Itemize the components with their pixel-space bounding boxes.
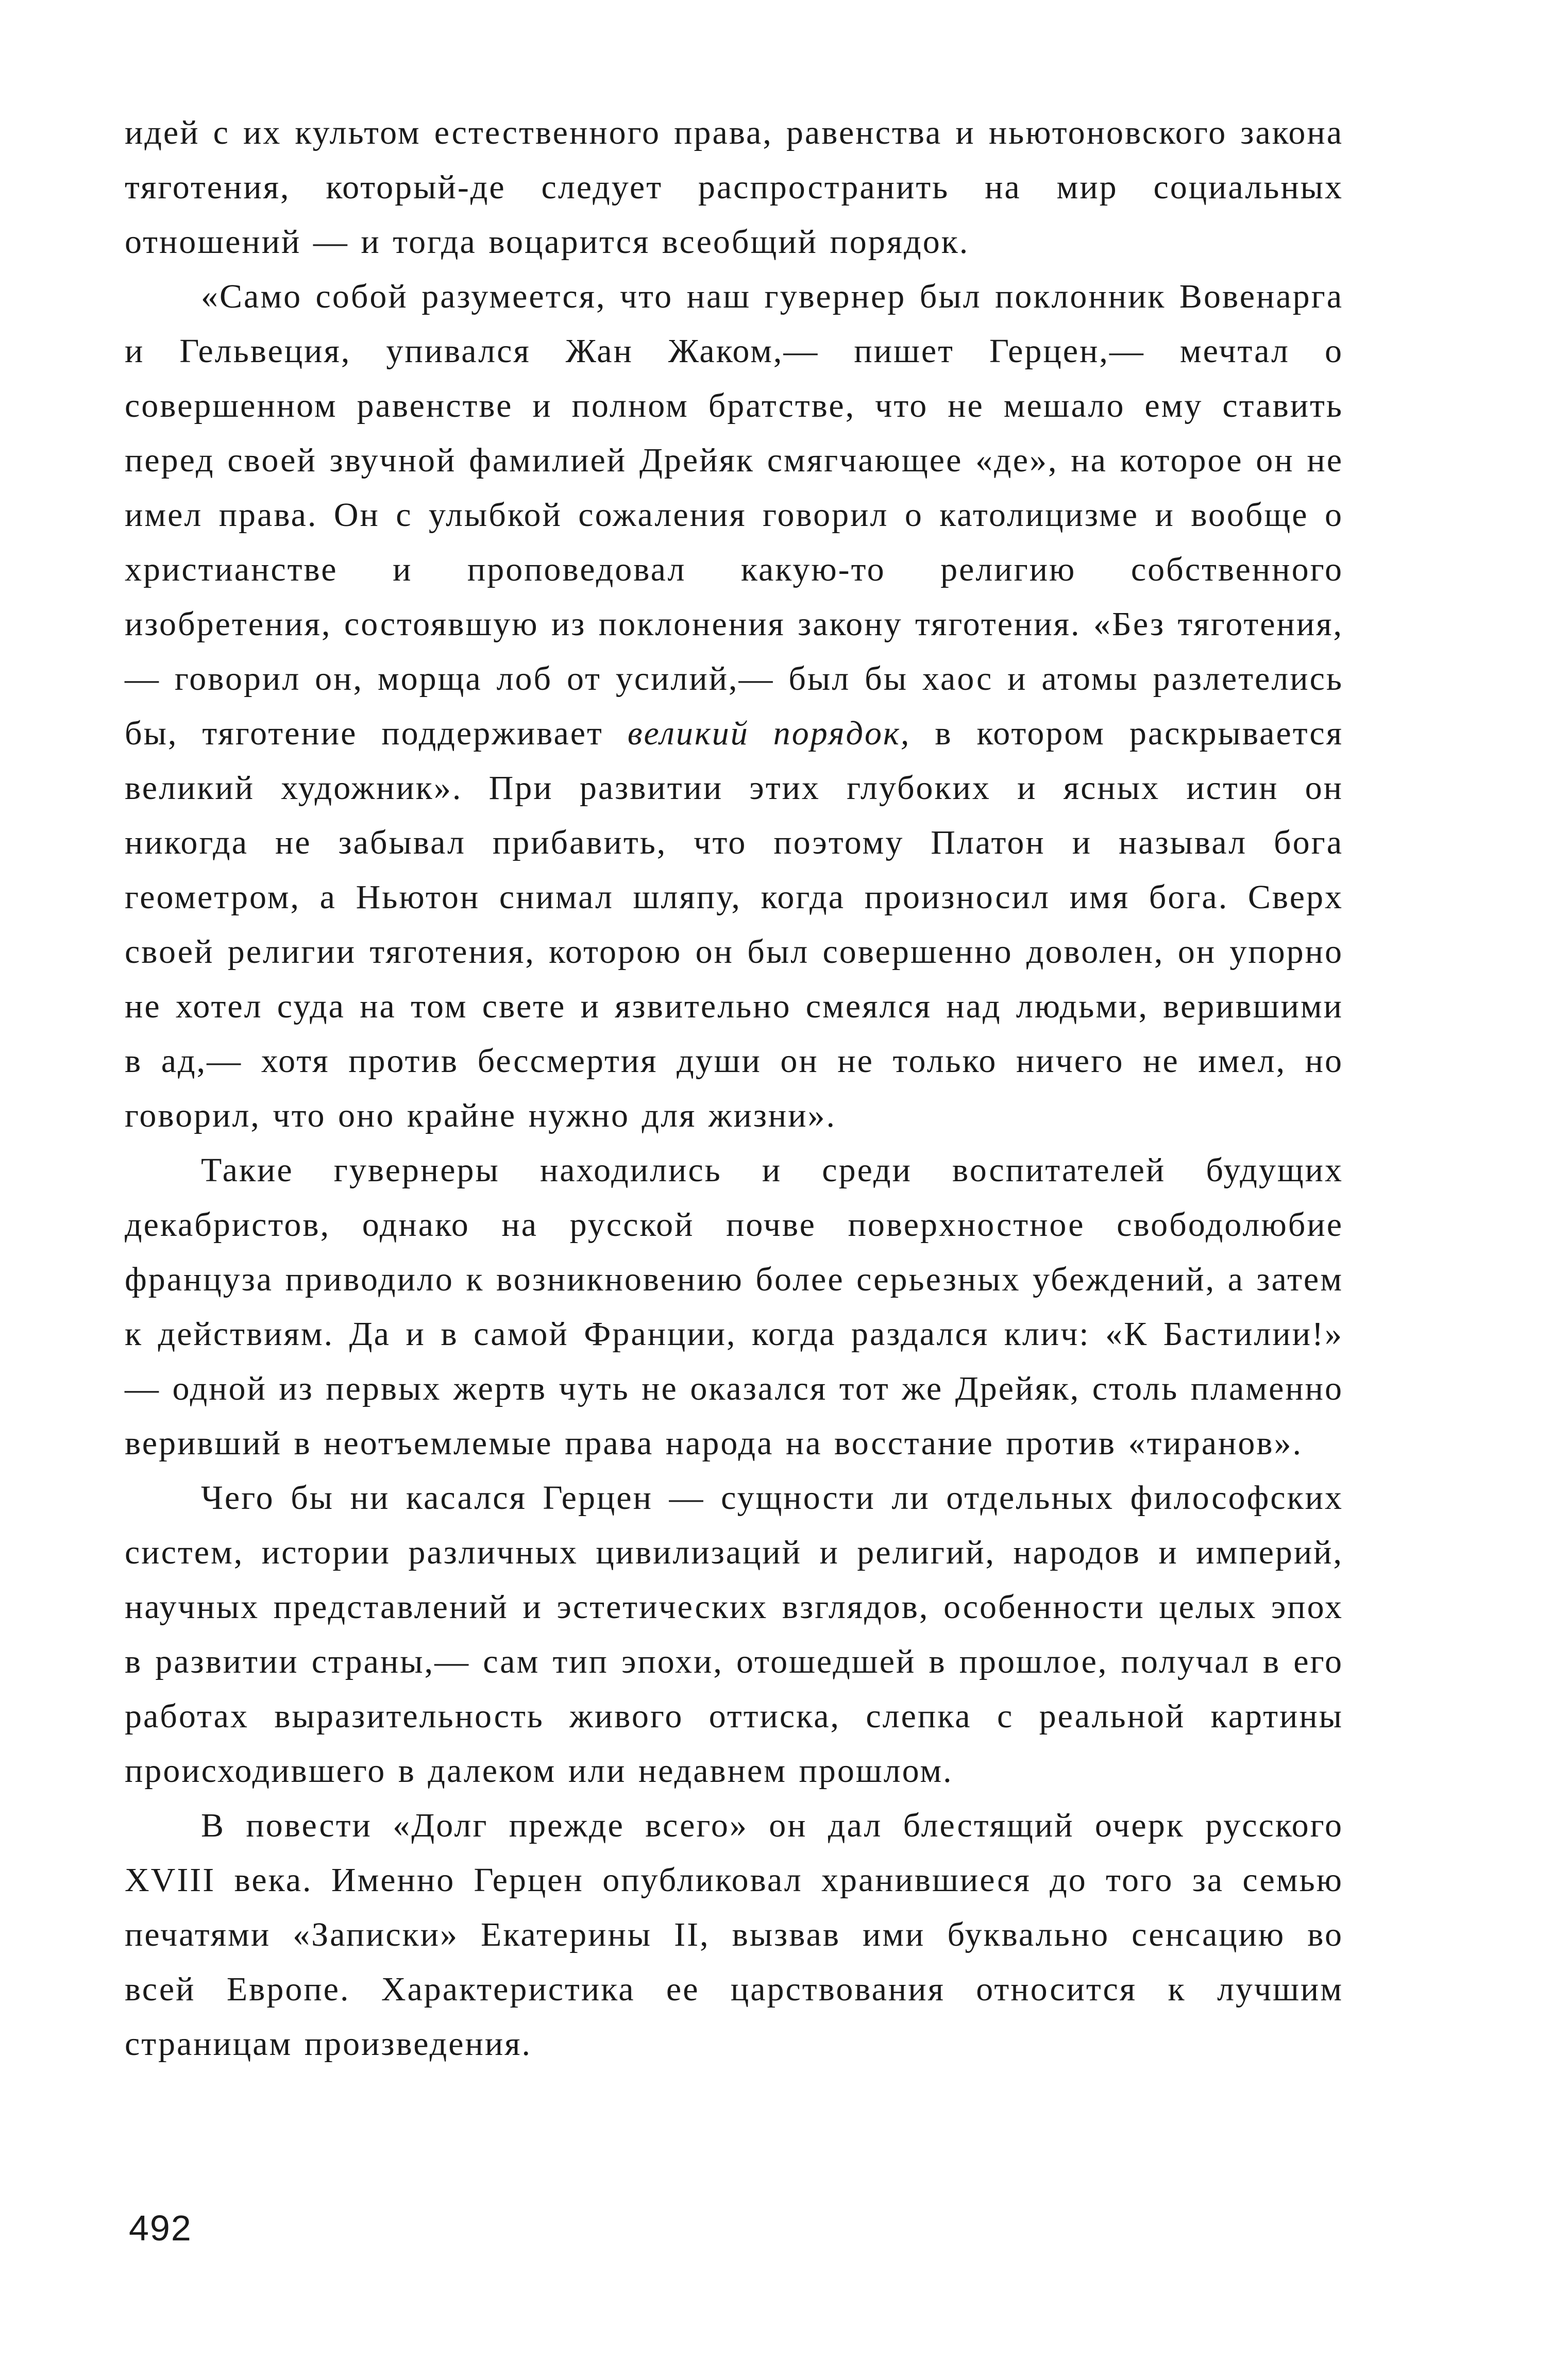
paragraph-text: В повести «Долг прежде всего» он дал блестящий очерк русского XVIII века. Именно Герцен опубликовал хранившиеся до того за семью печатями «Записки» Екатерины II, вызвав ими буквально сенсацию во всей Европе. Характеристика ее царствования относится к лучшим страницам произведения.: [125, 1807, 1343, 2063]
paragraph: [125, 1798, 1343, 2071]
paragraph-text: «Само собой разумеется, что наш гувернер был поклонник Вовенарга и Гельвеция, упивался Жан Жаком,— пишет Герцен,— мечтал о совершенном равенстве и полном братстве, что не мешало ему ставить перед своей звучной фамилией Дрейяк смягчающее «де», на которое он не имел права. Он с улыбкой сожаления говорил о католицизме и вообще о христианстве и проповедовал какую-то религию собственного изобретения, состоявшую из поклонения закону тяготения. «Без тяготения,— говорил он, морща лоб от усилий,— был бы хаос и атомы разлетелись бы, тяготение поддерживает: [125, 278, 1343, 752]
paragraph: [125, 1143, 1343, 1471]
italic-phrase: великий порядок,: [627, 715, 911, 752]
paragraph-text: Чего бы ни касался Герцен — сущности ли отдельных философских систем, истории различных цивилизаций и религий, народов и империй, научных представлений и эстетических взглядов, особенности целых эпох в развитии страны,— сам тип эпохи, отошедшей в прошлое, получал в его работах выразительность живого оттиска, слепка с реальной картины происходившего в далеком или недавнем прошлом.: [125, 1479, 1343, 1790]
paragraph-text: в котором раскрывается великий художник». При развитии этих глубоких и ясных истин он никогда не забывал прибавить, что поэтому Платон и называл бога геометром, а Ньютон снимал шляпу, когда произносил имя бога. Сверх своей религии тяготения, которою он был совершенно доволен, он упорно не хотел суда на том свете и язвительно смеялся над людьми, верившими в ад,— хотя против бессмертия души он не только ничего не имел, но говорил, что оно крайне нужно для жизни».: [125, 715, 1343, 1134]
paragraph: [125, 106, 1343, 269]
page-number: 492: [129, 2208, 192, 2248]
paragraph-text: Такие гувернеры находились и среди воспитателей будущих декабристов, однако на русской почве поверхностное свободолюбие француза приводило к возникновению более серьезных убеждений, а затем к действиям. Да и в самой Франции, когда раздался клич: «К Бастилии!» — одной из первых жертв чуть не оказался тот же Дрейяк, столь пламенно веривший в неотъемлемые права народа на восстание против «тиранов».: [125, 1151, 1343, 1462]
paragraph: [125, 1471, 1343, 1798]
paragraph-text: идей с их культом естественного права, равенства и ньютоновского закона тяготения, который-де следует распространить на мир социальных отношений — и тогда воцарится всеобщий порядок.: [125, 114, 1343, 261]
paragraph: [125, 269, 1343, 1143]
book-page: [125, 106, 1343, 2310]
